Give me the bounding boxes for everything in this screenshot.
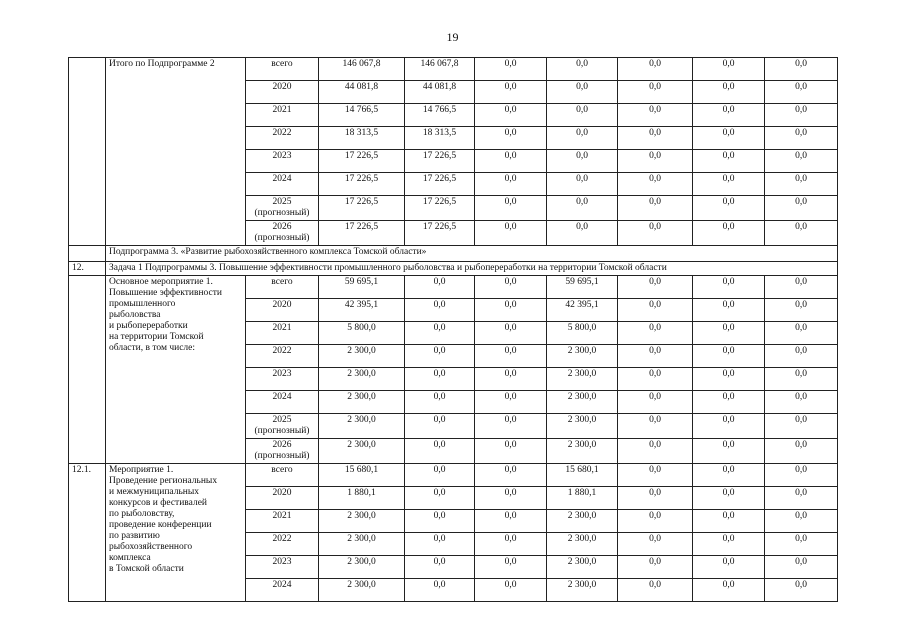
value-cell: 0,0 xyxy=(765,299,838,322)
task-title: Задача 1 Подпрограммы 3. Повышение эффективности промышленного рыболовства и рыбопереработки на территории Томской области xyxy=(106,262,838,276)
value-cell: 0,0 xyxy=(475,127,547,150)
value-cell: 17 226,5 xyxy=(405,196,475,221)
value-cell: 2 300,0 xyxy=(547,579,618,602)
period-label: 2023 xyxy=(272,151,292,161)
value-cell: 0,0 xyxy=(405,414,475,439)
period-label: 2024 xyxy=(272,580,292,590)
period-cell xyxy=(246,345,319,368)
period-cell xyxy=(246,464,319,487)
value-cell: 0,0 xyxy=(475,196,547,221)
value-cell: 0,0 xyxy=(693,414,765,439)
value-cell: 0,0 xyxy=(618,81,693,104)
value-cell: 0,0 xyxy=(405,322,475,345)
value-cell: 0,0 xyxy=(475,510,547,533)
table-row xyxy=(69,58,838,81)
value-cell: 1 880,1 xyxy=(547,487,618,510)
period-cell xyxy=(246,276,319,299)
name-line: по развитию xyxy=(109,531,160,541)
name-line: рыбохозяйственного xyxy=(109,542,193,552)
value-cell: 0,0 xyxy=(693,196,765,221)
name-line: рыболовства xyxy=(109,310,161,320)
value-cell: 18 313,5 xyxy=(405,127,475,150)
value-cell: 0,0 xyxy=(765,556,838,579)
value-cell: 0,0 xyxy=(693,81,765,104)
value-cell: 0,0 xyxy=(618,579,693,602)
value-cell: 0,0 xyxy=(693,150,765,173)
value-cell: 0,0 xyxy=(765,322,838,345)
value-cell: 0,0 xyxy=(475,533,547,556)
period-label: 2024 xyxy=(272,174,292,184)
period-cell xyxy=(246,127,319,150)
value-cell: 2 300,0 xyxy=(319,556,405,579)
row-name-cell xyxy=(106,276,246,464)
value-cell: 0,0 xyxy=(765,510,838,533)
name-line: Мероприятие 1. xyxy=(109,465,174,475)
value-cell: 0,0 xyxy=(475,439,547,464)
value-cell: 0,0 xyxy=(475,221,547,246)
value-cell: 44 081,8 xyxy=(405,81,475,104)
value-cell: 0,0 xyxy=(618,127,693,150)
value-cell: 0,0 xyxy=(475,579,547,602)
value-cell: 0,0 xyxy=(475,391,547,414)
value-cell: 0,0 xyxy=(618,58,693,81)
value-cell: 17 226,5 xyxy=(319,221,405,246)
period-cell xyxy=(246,322,319,345)
period-label: 2020 xyxy=(272,300,292,310)
value-cell: 0,0 xyxy=(405,487,475,510)
value-cell: 0,0 xyxy=(765,464,838,487)
value-cell: 0,0 xyxy=(765,345,838,368)
row-code-cell: 12. xyxy=(69,262,106,276)
subprogram-row xyxy=(69,246,838,262)
table-row xyxy=(69,276,838,299)
value-cell: 0,0 xyxy=(765,391,838,414)
value-cell: 2 300,0 xyxy=(319,345,405,368)
row-name-cell xyxy=(106,58,246,246)
value-cell: 0,0 xyxy=(693,510,765,533)
value-cell: 0,0 xyxy=(475,322,547,345)
name-line: проведение конференции xyxy=(109,520,212,530)
period-label: 2026 xyxy=(272,222,292,232)
value-cell: 0,0 xyxy=(405,276,475,299)
period-label: 2024 xyxy=(272,392,292,402)
value-cell: 0,0 xyxy=(765,104,838,127)
value-cell: 0,0 xyxy=(618,104,693,127)
value-cell: 0,0 xyxy=(618,368,693,391)
value-cell: 42 395,1 xyxy=(319,299,405,322)
budget-table xyxy=(68,57,838,602)
value-cell: 0,0 xyxy=(618,556,693,579)
value-cell: 0,0 xyxy=(405,464,475,487)
period-label: 2022 xyxy=(272,128,292,138)
value-cell: 0,0 xyxy=(618,322,693,345)
value-cell: 0,0 xyxy=(693,439,765,464)
value-cell: 5 800,0 xyxy=(547,322,618,345)
value-cell: 0,0 xyxy=(765,487,838,510)
table-row xyxy=(69,464,838,487)
value-cell: 0,0 xyxy=(618,464,693,487)
value-cell: 0,0 xyxy=(765,533,838,556)
row-code-cell xyxy=(69,58,106,246)
value-cell: 0,0 xyxy=(693,127,765,150)
value-cell: 0,0 xyxy=(618,510,693,533)
value-cell: 0,0 xyxy=(765,173,838,196)
value-cell: 2 300,0 xyxy=(547,368,618,391)
value-cell: 0,0 xyxy=(765,579,838,602)
value-cell: 42 395,1 xyxy=(547,299,618,322)
period-cell xyxy=(246,556,319,579)
value-cell: 0,0 xyxy=(475,276,547,299)
period-cell xyxy=(246,221,319,246)
value-cell: 0,0 xyxy=(765,414,838,439)
value-cell: 2 300,0 xyxy=(547,439,618,464)
value-cell: 0,0 xyxy=(475,173,547,196)
value-cell: 0,0 xyxy=(693,556,765,579)
value-cell: 2 300,0 xyxy=(319,414,405,439)
period-label: 2023 xyxy=(272,369,292,379)
value-cell: 2 300,0 xyxy=(319,579,405,602)
value-cell: 0,0 xyxy=(765,58,838,81)
value-cell: 0,0 xyxy=(547,104,618,127)
value-cell: 0,0 xyxy=(765,196,838,221)
value-cell: 0,0 xyxy=(405,299,475,322)
period-label: 2025 xyxy=(272,197,292,207)
value-cell: 0,0 xyxy=(618,173,693,196)
value-cell: 0,0 xyxy=(693,299,765,322)
value-cell: 2 300,0 xyxy=(547,510,618,533)
value-cell: 0,0 xyxy=(405,368,475,391)
value-cell: 0,0 xyxy=(405,556,475,579)
value-cell: 0,0 xyxy=(475,487,547,510)
row-code-cell xyxy=(69,246,106,262)
value-cell: 0,0 xyxy=(547,196,618,221)
value-cell: 2 300,0 xyxy=(547,533,618,556)
value-cell: 0,0 xyxy=(547,127,618,150)
value-cell: 0,0 xyxy=(475,414,547,439)
period-label: 2022 xyxy=(272,346,292,356)
value-cell: 0,0 xyxy=(693,533,765,556)
value-cell: 0,0 xyxy=(475,299,547,322)
value-cell: 0,0 xyxy=(693,58,765,81)
period-label: 2022 xyxy=(272,534,292,544)
period-cell xyxy=(246,368,319,391)
period-cell xyxy=(246,299,319,322)
value-cell: 0,0 xyxy=(693,579,765,602)
value-cell: 59 695,1 xyxy=(547,276,618,299)
value-cell: 0,0 xyxy=(765,150,838,173)
period-note: (прогнозный) xyxy=(254,451,310,461)
period-cell xyxy=(246,104,319,127)
period-label: 2021 xyxy=(272,323,292,333)
value-cell: 0,0 xyxy=(693,173,765,196)
value-cell: 0,0 xyxy=(405,439,475,464)
value-cell: 146 067,8 xyxy=(319,58,405,81)
value-cell: 0,0 xyxy=(618,391,693,414)
name-line: и рыбопереработки xyxy=(109,321,188,331)
value-cell: 0,0 xyxy=(475,368,547,391)
value-cell: 2 300,0 xyxy=(319,368,405,391)
value-cell: 2 300,0 xyxy=(547,414,618,439)
value-cell: 15 680,1 xyxy=(547,464,618,487)
period-cell xyxy=(246,391,319,414)
value-cell: 0,0 xyxy=(475,556,547,579)
row-code-cell xyxy=(69,276,106,464)
value-cell: 14 766,5 xyxy=(319,104,405,127)
value-cell: 0,0 xyxy=(475,464,547,487)
period-note: (прогнозный) xyxy=(254,426,310,436)
value-cell: 2 300,0 xyxy=(547,556,618,579)
value-cell: 0,0 xyxy=(475,150,547,173)
value-cell: 0,0 xyxy=(405,391,475,414)
value-cell: 0,0 xyxy=(765,276,838,299)
name-line: Основное мероприятие 1. xyxy=(109,277,213,287)
name-line: комплекса xyxy=(109,553,151,563)
name-line: Повышение эффективности xyxy=(109,288,222,298)
value-cell: 17 226,5 xyxy=(319,196,405,221)
period-note: (прогнозный) xyxy=(254,233,310,243)
row-name-cell xyxy=(106,464,246,602)
value-cell: 14 766,5 xyxy=(405,104,475,127)
value-cell: 0,0 xyxy=(547,173,618,196)
value-cell: 15 680,1 xyxy=(319,464,405,487)
period-cell xyxy=(246,173,319,196)
value-cell: 0,0 xyxy=(693,276,765,299)
value-cell: 0,0 xyxy=(618,276,693,299)
value-cell: 17 226,5 xyxy=(319,150,405,173)
period-label: 2021 xyxy=(272,105,292,115)
value-cell: 0,0 xyxy=(618,414,693,439)
value-cell: 0,0 xyxy=(693,464,765,487)
value-cell: 0,0 xyxy=(693,322,765,345)
value-cell: 0,0 xyxy=(618,345,693,368)
value-cell: 0,0 xyxy=(693,221,765,246)
task-row xyxy=(69,262,838,276)
period-label: 2020 xyxy=(272,488,292,498)
subprogram-title: Подпрограмма 3. «Развитие рыбохозяйственного комплекса Томской области» xyxy=(106,246,838,262)
period-cell xyxy=(246,58,319,81)
value-cell: 0,0 xyxy=(765,368,838,391)
value-cell: 0,0 xyxy=(693,487,765,510)
name-line: промышленного xyxy=(109,299,176,309)
value-cell: 1 880,1 xyxy=(319,487,405,510)
value-cell: 2 300,0 xyxy=(319,391,405,414)
value-cell: 0,0 xyxy=(618,196,693,221)
period-label: 2020 xyxy=(272,82,292,92)
value-cell: 0,0 xyxy=(765,127,838,150)
period-cell xyxy=(246,439,319,464)
value-cell: 2 300,0 xyxy=(319,533,405,556)
value-cell: 17 226,5 xyxy=(319,173,405,196)
value-cell: 2 300,0 xyxy=(547,391,618,414)
value-cell: 146 067,8 xyxy=(405,58,475,81)
period-label: всего xyxy=(271,465,293,475)
value-cell: 0,0 xyxy=(405,533,475,556)
value-cell: 17 226,5 xyxy=(405,173,475,196)
name-line: Итого по Подпрограмме 2 xyxy=(109,59,215,69)
period-cell xyxy=(246,533,319,556)
name-line: конкурсов и фестивалей xyxy=(109,498,207,508)
value-cell: 0,0 xyxy=(618,221,693,246)
value-cell: 0,0 xyxy=(405,510,475,533)
value-cell: 44 081,8 xyxy=(319,81,405,104)
page-number: 19 xyxy=(446,30,459,44)
value-cell: 0,0 xyxy=(405,579,475,602)
value-cell: 17 226,5 xyxy=(405,150,475,173)
period-cell xyxy=(246,510,319,533)
row-code-cell: 12.1. xyxy=(69,464,106,602)
period-cell xyxy=(246,196,319,221)
value-cell: 0,0 xyxy=(547,81,618,104)
value-cell: 0,0 xyxy=(693,104,765,127)
name-line: в Томской области xyxy=(109,564,184,574)
value-cell: 0,0 xyxy=(618,150,693,173)
period-cell xyxy=(246,414,319,439)
period-note: (прогнозный) xyxy=(254,208,310,218)
value-cell: 0,0 xyxy=(693,368,765,391)
name-line: Проведение региональных xyxy=(109,476,218,486)
value-cell: 0,0 xyxy=(765,221,838,246)
value-cell: 0,0 xyxy=(475,345,547,368)
value-cell: 5 800,0 xyxy=(319,322,405,345)
value-cell: 0,0 xyxy=(765,81,838,104)
value-cell: 0,0 xyxy=(765,439,838,464)
value-cell: 0,0 xyxy=(693,345,765,368)
value-cell: 2 300,0 xyxy=(547,345,618,368)
value-cell: 59 695,1 xyxy=(319,276,405,299)
value-cell: 17 226,5 xyxy=(405,221,475,246)
value-cell: 0,0 xyxy=(475,81,547,104)
value-cell: 2 300,0 xyxy=(319,439,405,464)
value-cell: 0,0 xyxy=(475,58,547,81)
period-cell xyxy=(246,487,319,510)
value-cell: 0,0 xyxy=(547,221,618,246)
value-cell: 0,0 xyxy=(618,439,693,464)
period-label: всего xyxy=(271,59,293,69)
value-cell: 0,0 xyxy=(475,104,547,127)
value-cell: 0,0 xyxy=(547,58,618,81)
value-cell: 0,0 xyxy=(618,487,693,510)
period-label: всего xyxy=(271,277,293,287)
value-cell: 18 313,5 xyxy=(319,127,405,150)
name-line: области, в том числе: xyxy=(109,343,196,353)
period-cell xyxy=(246,579,319,602)
period-label: 2021 xyxy=(272,511,292,521)
value-cell: 0,0 xyxy=(693,391,765,414)
value-cell: 0,0 xyxy=(547,150,618,173)
value-cell: 0,0 xyxy=(618,533,693,556)
period-label: 2025 xyxy=(272,415,292,425)
value-cell: 0,0 xyxy=(618,299,693,322)
name-line: по рыболовству, xyxy=(109,509,175,519)
period-cell xyxy=(246,81,319,104)
value-cell: 2 300,0 xyxy=(319,510,405,533)
value-cell: 0,0 xyxy=(405,345,475,368)
name-line: и межмуниципальных xyxy=(109,487,200,497)
name-line: на территории Томской xyxy=(109,332,204,342)
period-cell xyxy=(246,150,319,173)
period-label: 2023 xyxy=(272,557,292,567)
period-label: 2026 xyxy=(272,440,292,450)
